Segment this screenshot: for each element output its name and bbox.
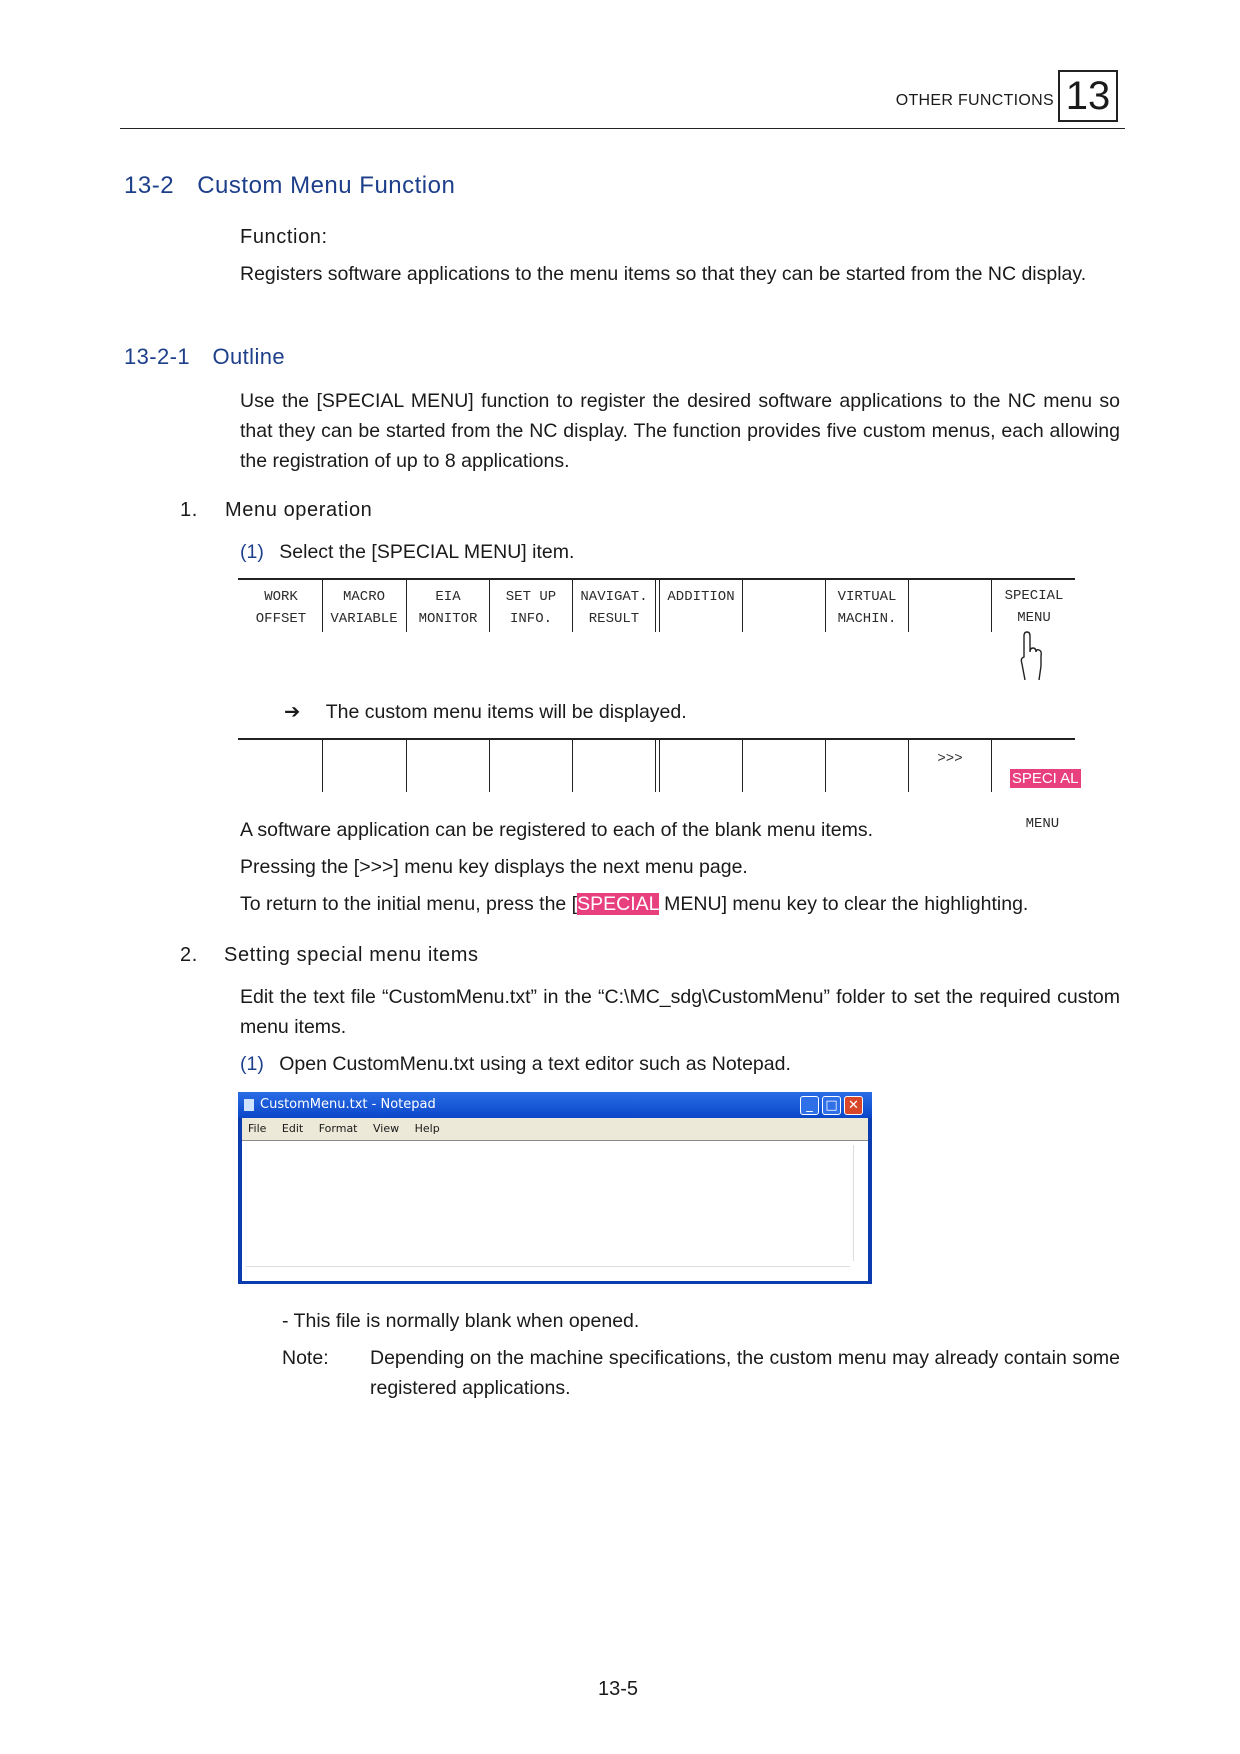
section-number: 13-2 bbox=[124, 172, 175, 199]
function-text: Registers software applications to the menu items so that they can be started from the NC display. bbox=[240, 263, 1087, 285]
menu-divider-double bbox=[655, 740, 660, 792]
chapter-number-box: 13 bbox=[1058, 70, 1118, 122]
menu-key-virtual-machin[interactable]: VIRTUAL MACHIN. bbox=[837, 589, 897, 627]
subsection-title: Outline bbox=[212, 344, 286, 369]
menu-divider bbox=[825, 740, 826, 792]
item2-text: Edit the text file “CustomMenu.txt” in the “C:\MC_sdg\CustomMenu” folder to set the required custom menu items. bbox=[240, 986, 1120, 1038]
vertical-scrollbar[interactable] bbox=[853, 1145, 866, 1261]
section-title: Custom Menu Function bbox=[197, 172, 456, 199]
menu-view[interactable]: View bbox=[373, 1122, 400, 1135]
horizontal-scrollbar[interactable] bbox=[246, 1266, 850, 1279]
item2-step-number: (1) bbox=[240, 1053, 264, 1075]
special-highlight: SPECI AL bbox=[1011, 770, 1079, 787]
menu-key-special-menu-highlighted[interactable] bbox=[993, 740, 1079, 832]
item2-step-text: Open CustomMenu.txt using a text editor such as Notepad. bbox=[279, 1053, 791, 1075]
para-return-pre: To return to the initial menu, press the [ bbox=[240, 893, 578, 915]
menu-divider bbox=[991, 580, 992, 632]
item2-step bbox=[240, 1049, 791, 1079]
maximize-icon[interactable]: □ bbox=[822, 1096, 841, 1115]
outline-text: Use the [SPECIAL MENU] function to register the desired software applications to the NC menu so that they can be started from the NC display. The function provides five custom menus, each allowing the registration of up to 8 applications. bbox=[240, 390, 1120, 472]
notepad-window bbox=[238, 1092, 872, 1284]
menu-label: MENU bbox=[1025, 816, 1060, 832]
para-return-post: MENU] menu key to clear the highlighting. bbox=[658, 893, 1029, 915]
menu-edit[interactable]: Edit bbox=[281, 1122, 304, 1135]
special-highlight: SPECIAL bbox=[577, 893, 659, 915]
notepad-menubar bbox=[242, 1118, 868, 1140]
arrow-icon: ➔ bbox=[284, 701, 301, 723]
result-line bbox=[284, 697, 687, 727]
item1-number: 1. bbox=[180, 499, 198, 521]
notepad-title: CustomMenu.txt - Notepad bbox=[260, 1097, 436, 1112]
menu-divider bbox=[991, 740, 992, 792]
page-number: 13-5 bbox=[598, 1678, 639, 1700]
notepad-text-area[interactable] bbox=[242, 1140, 868, 1281]
subsection-heading bbox=[124, 344, 285, 370]
menu-divider bbox=[489, 740, 490, 792]
header-rule bbox=[120, 128, 1125, 129]
menu-divider bbox=[572, 740, 573, 792]
menu-key-macro-variable[interactable]: MACRO VARIABLE bbox=[330, 589, 398, 627]
para-next-page: Pressing the [>>>] menu key displays the next menu page. bbox=[240, 856, 748, 878]
item1-step bbox=[240, 537, 574, 567]
menu-key-blank[interactable] bbox=[909, 580, 991, 636]
para-blank-items: A software application can be registered to each of the blank menu items. bbox=[240, 819, 874, 841]
notepad-app-icon bbox=[244, 1099, 254, 1111]
menu-divider bbox=[406, 740, 407, 792]
blank-file-note: - This file is normally blank when opened. bbox=[282, 1310, 640, 1332]
result-text: The custom menu items will be displayed. bbox=[325, 701, 687, 723]
menu-key-addition[interactable]: ADDITION bbox=[667, 589, 735, 605]
section-heading bbox=[124, 172, 455, 200]
note-label: Note: bbox=[282, 1347, 329, 1369]
close-icon[interactable]: ✕ bbox=[844, 1096, 863, 1115]
menu-divider bbox=[742, 740, 743, 792]
note-text: Depending on the machine specifications, the custom menu may already contain some registered applications. bbox=[370, 1347, 1120, 1399]
menu-key-navigat-result[interactable]: NAVIGAT. RESULT bbox=[580, 589, 648, 627]
header-section-label: OTHER FUNCTIONS bbox=[895, 92, 1054, 109]
menu-key-blank[interactable] bbox=[743, 580, 825, 636]
menu-key-next-page[interactable]: >>> bbox=[937, 751, 963, 767]
menu-key-setup-info[interactable]: SET UP INFO. bbox=[505, 589, 557, 627]
item1-step-number: (1) bbox=[240, 541, 264, 563]
menu-key-special-menu[interactable]: SPECIAL MENU bbox=[1004, 588, 1064, 626]
item1-step-text: Select the [SPECIAL MENU] item. bbox=[279, 541, 575, 563]
menu-divider bbox=[322, 740, 323, 792]
menu-file[interactable]: File bbox=[248, 1122, 267, 1135]
item2-title: Setting special menu items bbox=[224, 944, 479, 966]
item1-title: Menu operation bbox=[225, 499, 373, 521]
minimize-icon[interactable]: _ bbox=[800, 1096, 819, 1115]
menu-key-work-offset[interactable]: WORK OFFSET bbox=[255, 589, 307, 627]
item2-number: 2. bbox=[180, 944, 198, 966]
menu-key-eia-monitor[interactable]: EIA MONITOR bbox=[418, 589, 478, 627]
subsection-number: 13-2-1 bbox=[124, 344, 190, 369]
pointing-hand-icon bbox=[1016, 630, 1046, 682]
function-label: Function: bbox=[240, 226, 328, 248]
para-return bbox=[240, 889, 1028, 919]
menu-help[interactable]: Help bbox=[414, 1122, 440, 1135]
notepad-titlebar bbox=[238, 1092, 872, 1118]
menu-format[interactable]: Format bbox=[318, 1122, 358, 1135]
